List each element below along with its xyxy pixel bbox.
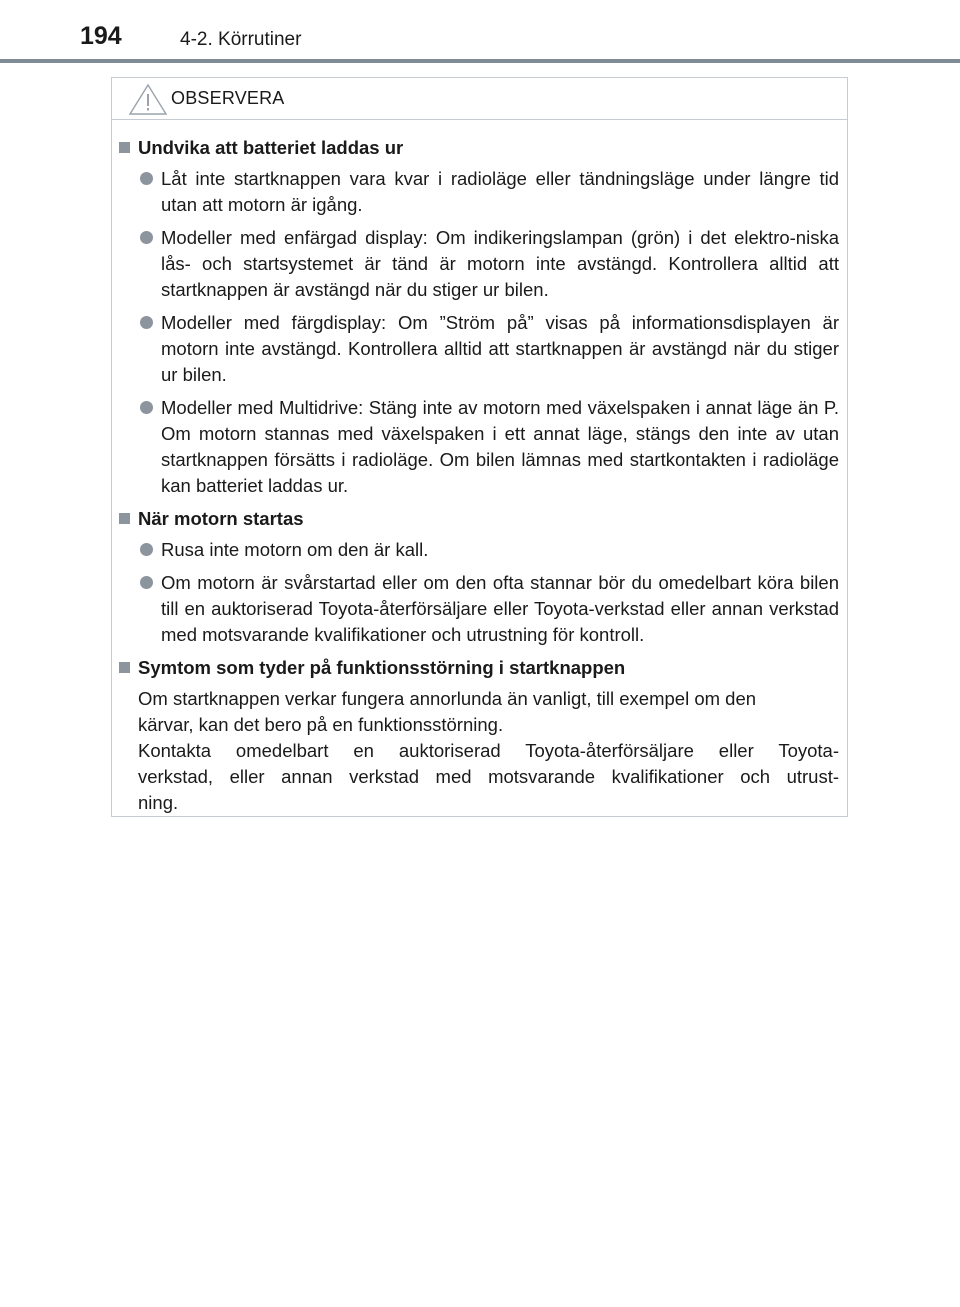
- paragraph-line: kärvar, kan det bero på en funktionsstörning.: [138, 714, 504, 735]
- list-item-text: Modeller med enfärgad display: Om indikeringslampan (grön) i det elektro-niska lås- och startsystemet är tänd är motorn inte avstängd. Kontrollera alltid att startknappen är avstängd när du stiger ur bilen.: [161, 227, 839, 300]
- section-heading: [119, 655, 839, 681]
- section-heading: [119, 506, 839, 532]
- paragraph-line: Om startknappen verkar fungera annorlunda än vanligt, till exempel om den: [138, 688, 757, 709]
- list-item-text: Om motorn är svårstartad eller om den ofta stannar bör du omedelbart köra bilen till en auktoriserad Toyota-återförsäljare eller Toyota-verkstad eller annan verkstad med motsvarande kvalifikationer och utrustning för kontroll.: [161, 572, 839, 645]
- round-bullet-icon: [140, 231, 153, 244]
- page-header: [0, 0, 960, 64]
- round-bullet-icon: [140, 316, 153, 329]
- round-bullet-icon: [140, 172, 153, 185]
- list-item-text: Rusa inte motorn om den är kall.: [161, 539, 429, 560]
- paragraph-line: ning.: [138, 792, 179, 813]
- list-item-text: Låt inte startknappen vara kvar i radioläge eller tändningsläge under längre tid utan att motorn är igång.: [161, 168, 839, 215]
- list-item-text: Modeller med Multidrive: Stäng inte av motorn med växelspaken i annat läge än P. Om motorn stannas med växelspaken i ett annat läge, stängs den inte av utan startknappen försätts i radioläge. Om bilen lämnas med startkontakten i radioläge kan batteriet laddas ur.: [161, 397, 839, 496]
- square-bullet-icon: [119, 513, 130, 524]
- section-heading-text: När motorn startas: [138, 508, 304, 529]
- header-rule: [0, 59, 960, 63]
- list-item: [140, 570, 839, 648]
- section-heading-text: Symtom som tyder på funktionsstörning i startknappen: [138, 657, 626, 678]
- notice-body: [112, 120, 847, 816]
- round-bullet-icon: [140, 576, 153, 589]
- list-item: [140, 395, 839, 499]
- round-bullet-icon: [140, 543, 153, 556]
- notice-box: [111, 77, 848, 817]
- list-item-text: Modeller med färgdisplay: Om ”Ström på” visas på informationsdisplayen är motorn inte avstängd. Kontrollera alltid att startknappen är avstängd när du stiger ur bilen.: [161, 312, 839, 385]
- list-item: [140, 537, 839, 563]
- paragraph: [138, 686, 839, 816]
- paragraph-line: Kontakta omedelbart en auktoriserad Toyota-återförsäljare eller Toyota-: [138, 740, 839, 761]
- warning-triangle-icon: [128, 83, 168, 116]
- list-item: [140, 310, 839, 388]
- square-bullet-icon: [119, 142, 130, 153]
- round-bullet-icon: [140, 401, 153, 414]
- square-bullet-icon: [119, 662, 130, 673]
- section-title: 4-2. Körrutiner: [180, 29, 302, 50]
- notice-title: OBSERVERA: [171, 88, 285, 108]
- notice-header: [112, 78, 847, 120]
- list-item: [140, 166, 839, 218]
- list-item: [140, 225, 839, 303]
- page-number: 194: [80, 22, 122, 50]
- paragraph-line: verkstad, eller annan verkstad med motsvarande kvalifikationer och utrust-: [138, 766, 839, 787]
- section-heading-text: Undvika att batteriet laddas ur: [138, 137, 404, 158]
- section-heading: [119, 135, 839, 161]
